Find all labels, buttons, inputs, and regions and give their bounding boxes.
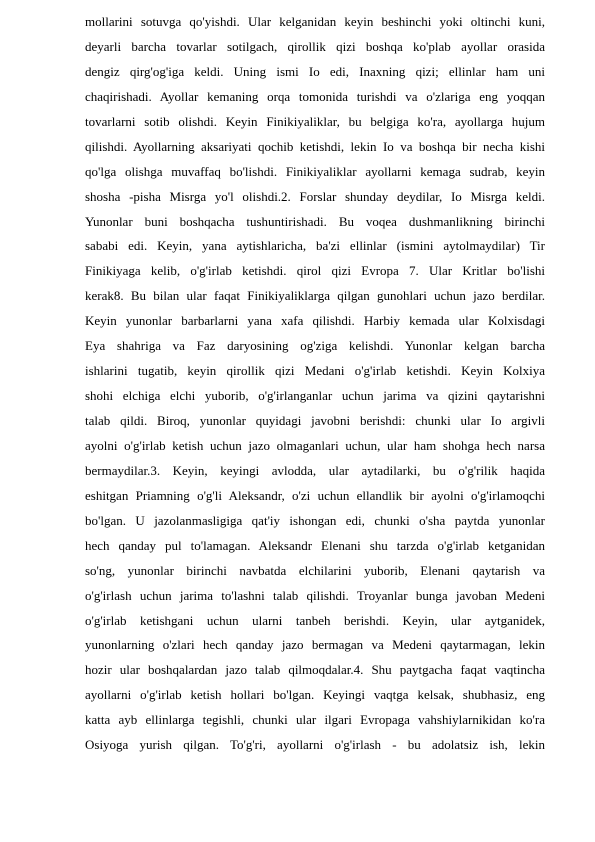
text-line: mollarini sotuvga qo'yishdi. Ular kelganidan keyin beshinchi yoki oltinchi kuni, — [85, 14, 545, 29]
text-line: hozir ular boshqalardan jazo talab qilmoqdalar.4. Shu paytgacha faqat vaqtincha — [85, 662, 545, 678]
text-line: eshitgan Priamning o'g'li Aleksandr, o'zi uchun ellandlik bir ayolni o'g'irlamoqchi — [85, 487, 545, 503]
body-text — [85, 10, 545, 758]
text-line: talab qildi. Biroq, yunonlar quyidagi javobni berishdi: chunki ular Io argivli — [85, 413, 545, 428]
text-line: hech qanday pul to'lamagan. Aleksandr Elenani shu tarzda o'g'irlab ketganidan — [85, 537, 545, 553]
text-line: o'g'irlash uchun jarima to'lashni talab qilishdi. Troyanlar bunga javoban Medeni — [85, 587, 545, 603]
text-line: Eya shahriga va Faz daryosining og'ziga kelishdi. Yunonlar kelgan barcha — [85, 338, 545, 354]
text-line: so'ng, yunonlar birinchi navbatda elchilarini yuborib, Elenani qaytarish va — [85, 562, 545, 578]
text-line: ishlarini tugatib, keyin qirollik qizi Medani o'g'irlab ketishdi. Keyin Kolxiya — [85, 363, 545, 379]
text-line: o'g'irlab ketishgani uchun ularni tanbeh berishdi. Keyin, ular aytganidek, — [85, 612, 545, 628]
text-line: yunonlarning o'zlari hech qanday jazo bermagan va Medeni qaytarmagan, lekin — [85, 637, 545, 653]
text-line: kerak8. Bu bilan ular faqat Finikiyaliklarga qilgan gunohlari uchun jazo berdilar. — [85, 288, 545, 304]
text-line: Finikiyaga kelib, o'g'irlab ketishdi. qirol qizi Evropa 7. Ular Kritlar bo'lishi — [85, 263, 545, 279]
text-line: ayolni o'g'irlab ketish uchun jazo olmaganlari uchun, ular ham shohga hech narsa — [85, 437, 545, 453]
text-line: qilishdi. Ayollarning aksariyati qochib ketishdi, lekin Io va boshqa bir necha kishi — [85, 138, 545, 154]
text-line: katta ayb ellinlarga tegishli, chunki ular ilgari Evropaga vahshiylarnikidan ko'ra — [85, 712, 545, 728]
text-line: chaqirishadi. Ayollar kemaning orqa tomonida turishdi va o'zlariga eng yoqqan — [85, 88, 545, 104]
text-line: shosha -pisha Misrga yo'l olishdi.2. Forslar shunday deydilar, Io Misrga keldi. — [85, 188, 545, 204]
text-line: bermaydilar.3. Keyin, keyingi avlodda, ular aytadilarki, bu o'g'rilik haqida — [85, 462, 545, 478]
text-line: bo'lgan. U jazolanmasligiga qat'iy ishongan edi, chunki o'sha paytda yunonlar — [85, 512, 545, 528]
text-line: qo'lga olishga muvaffaq bo'lishdi. Finikiyaliklar ayollarni kemaga sudrab, keyin — [85, 163, 545, 179]
text-line: Keyin yunonlar barbarlarni yana xafa qilishdi. Harbiy kemada ular Kolxisdagi — [85, 313, 545, 329]
text-line: sababi edi. Keyin, yana aytishlaricha, ba'zi ellinlar (ismini aytolmaydilar) Tir — [85, 238, 545, 254]
text-line: ayollarni o'g'irlab ketish hollari bo'lgan. Keyingi vaqtga kelsak, shubhasiz, eng — [85, 687, 545, 703]
text-line: dengiz qirg'og'iga keldi. Uning ismi Io edi, Inaxning qizi; ellinlar ham uni — [85, 63, 545, 79]
text-line: shohi elchiga elchi yuborib, o'g'irlanganlar uchun jarima va qizini qaytarishni — [85, 388, 545, 404]
text-line: deyarli barcha tovarlar sotilgach, qirollik qizi boshqa ko'plab ayollar orasida — [85, 38, 545, 54]
text-line: Yunonlar buni boshqacha tushuntirishadi. Bu voqea dushmanlikning birinchi — [85, 213, 545, 229]
text-line: tovarlarni sotib olishdi. Keyin Finikiyaliklar, bu belgiga ko'ra, ayollarga hujum — [85, 113, 545, 129]
text-line: Osiyoga yurish qilgan. To'g'ri, ayollarni o'g'irlash - bu adolatsiz ish, lekin — [85, 737, 545, 753]
